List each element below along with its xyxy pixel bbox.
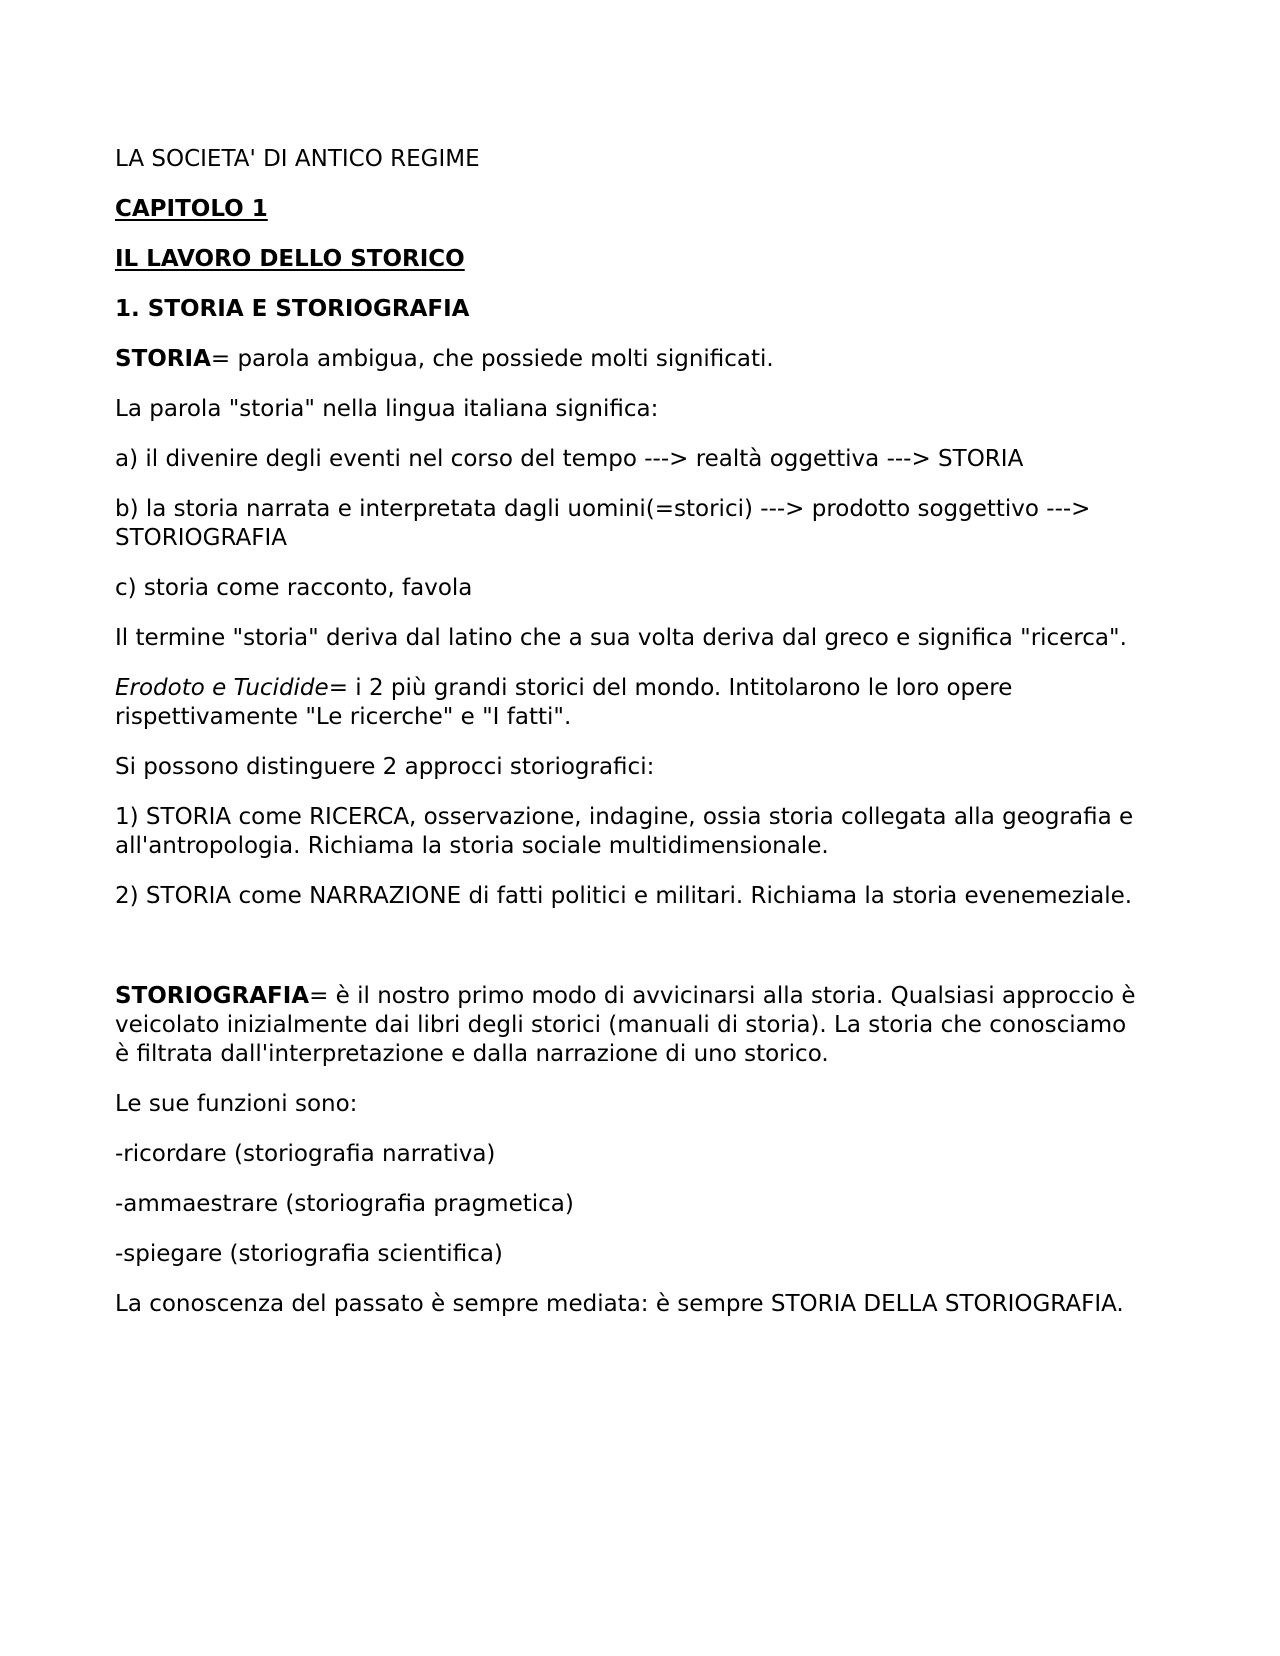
chapter-title: IL LAVORO DELLO STORICO xyxy=(115,246,465,272)
historians-paragraph xyxy=(115,674,1145,732)
meanings-intro: La parola "storia" nella lingua italiana significa: xyxy=(115,396,659,422)
historians-definition: = i 2 più grandi storici del mondo. Intitolarono le loro opere rispettivamente "Le ricerche" e "I fatti". xyxy=(115,675,1013,730)
document-title: LA SOCIETA' DI ANTICO REGIME xyxy=(115,146,480,172)
chapter-heading: CAPITOLO 1 xyxy=(115,196,268,222)
meaning-b: b) la storia narrata e interpretata dagli uomini(=storici) ---> prodotto soggettivo ---> STORIOGRAFIA xyxy=(115,496,1091,551)
meaning-a: a) il divenire degli eventi nel corso del tempo ---> realtà oggettiva ---> STORIA xyxy=(115,446,1024,472)
function-ammaestrare: -ammaestrare (storiografia pragmetica) xyxy=(115,1191,574,1217)
document-page xyxy=(115,145,1145,1340)
historians-term: Erodoto e Tucidide xyxy=(115,675,329,701)
approach-1: 1) STORIA come RICERCA, osservazione, indagine, ossia storia collegata alla geografia e all'antropologia. Richiama la storia sociale multidimensionale. xyxy=(115,804,1134,859)
approaches-intro: Si possono distinguere 2 approcci storiografici: xyxy=(115,754,655,780)
blank-line xyxy=(115,932,1145,982)
storiografia-definition xyxy=(115,982,1145,1069)
approach-2: 2) STORIA come NARRAZIONE di fatti politici e militari. Richiama la storia evenemeziale. xyxy=(115,883,1133,909)
function-ricordare: -ricordare (storiografia narrativa) xyxy=(115,1141,496,1167)
meaning-c: c) storia come racconto, favola xyxy=(115,575,473,601)
functions-intro: Le sue funzioni sono: xyxy=(115,1091,358,1117)
conclusion-paragraph: La conoscenza del passato è sempre mediata: è sempre STORIA DELLA STORIOGRAFIA. xyxy=(115,1291,1124,1317)
storiografia-term: STORIOGRAFIA xyxy=(115,983,310,1009)
section-heading: 1. STORIA E STORIOGRAFIA xyxy=(115,296,470,322)
storia-term: STORIA xyxy=(115,346,211,372)
etymology-paragraph: Il termine "storia" deriva dal latino che a sua volta deriva dal greco e significa "ricerca". xyxy=(115,625,1127,651)
function-spiegare: -spiegare (storiografia scientifica) xyxy=(115,1241,503,1267)
storia-definition xyxy=(115,345,1145,374)
storia-definition-text: = parola ambigua, che possiede molti significati. xyxy=(210,346,774,372)
storiografia-definition-text: = è il nostro primo modo di avvicinarsi alla storia. Qualsiasi approccio è veicolato inizialmente dai libri degli storici (manuali di storia). La storia che conosciamo è filtrata dall'interpretazione e dalla narrazione di uno storico. xyxy=(115,983,1136,1067)
